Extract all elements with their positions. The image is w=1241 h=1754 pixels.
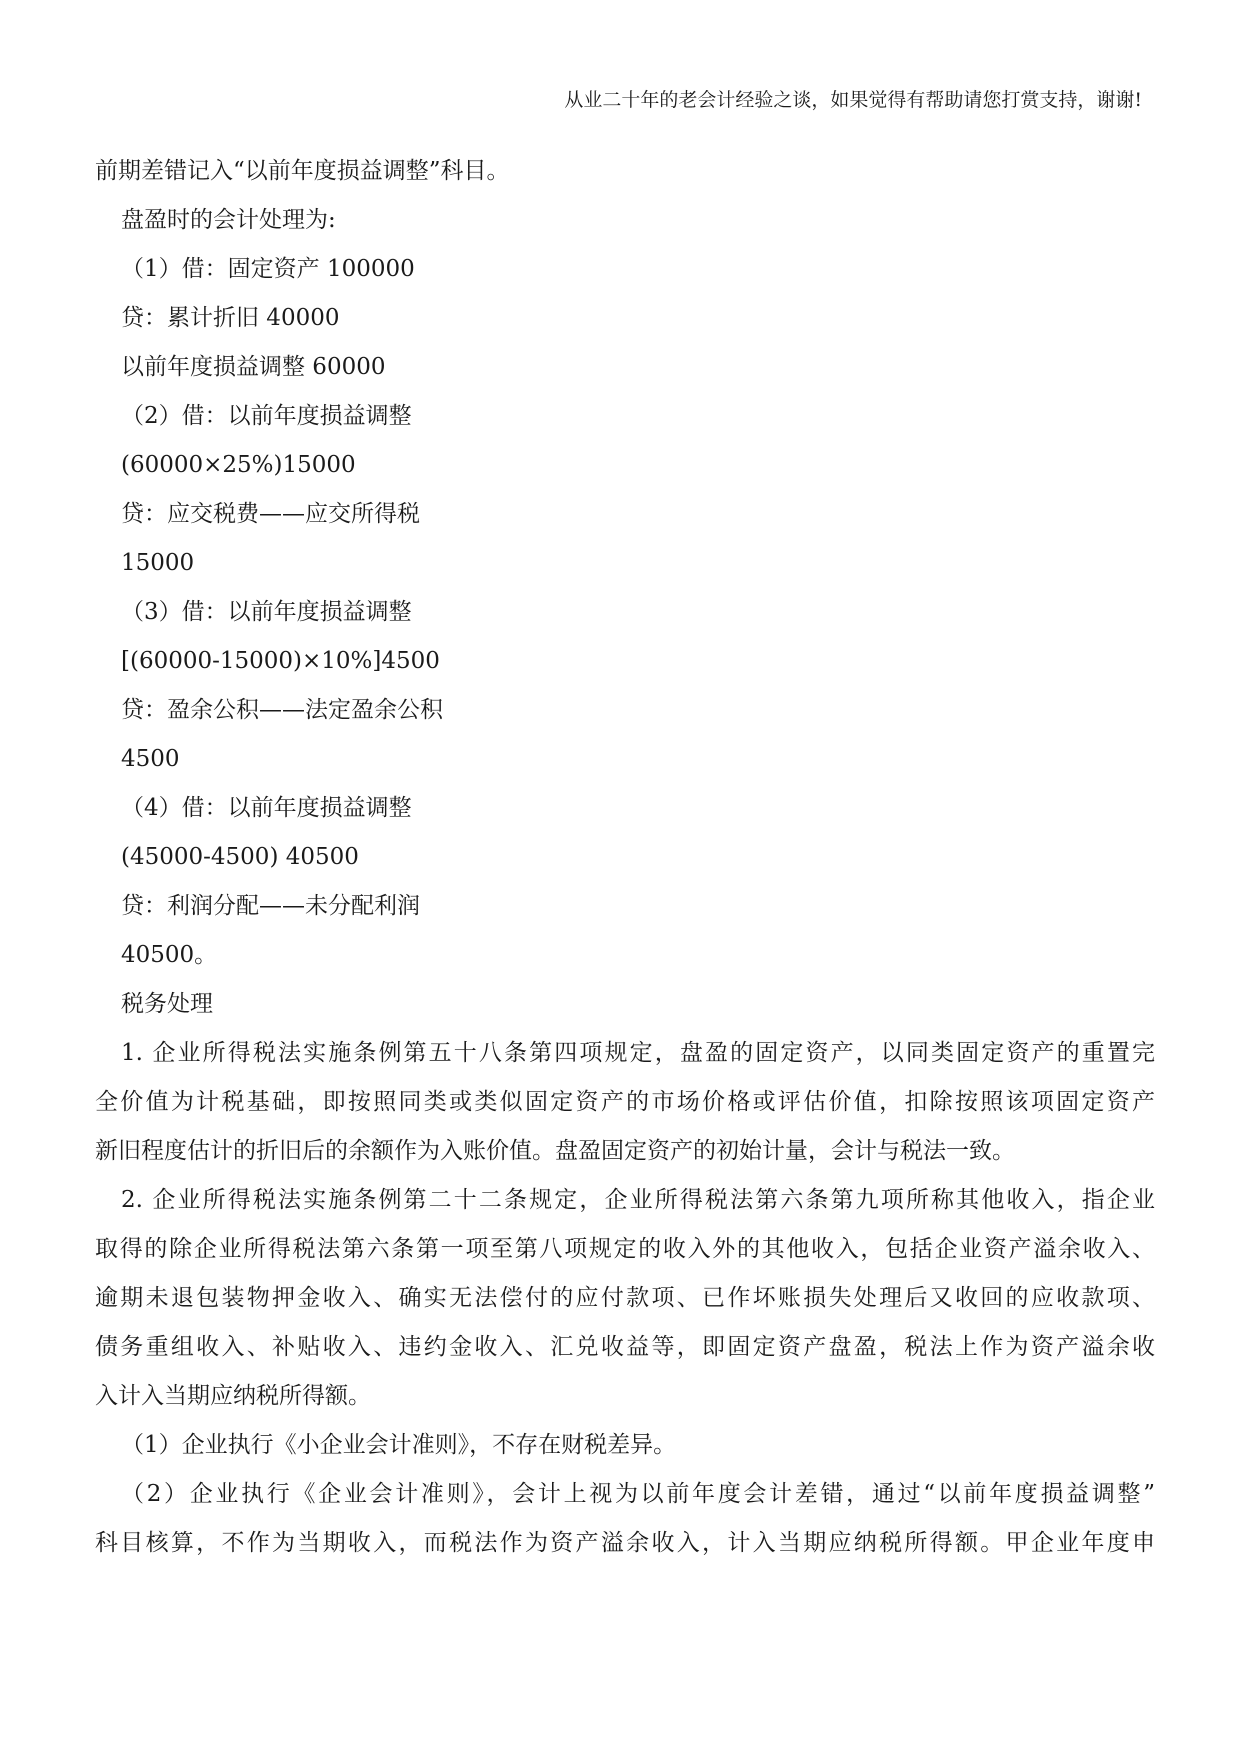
paragraph-line: 科目核算，不作为当期收入，而税法作为资产溢余收入，计入当期应纳税所得额。甲企业年度申	[95, 1530, 1155, 1556]
paragraph-line: 入计入当期应纳税所得额。	[95, 1383, 371, 1409]
paragraph-enterprise-standards	[95, 1470, 1155, 1568]
paragraph-tax-2	[95, 1176, 1155, 1421]
journal-entry-line: 贷：盈余公积——法定盈余公积	[121, 697, 443, 723]
paragraph-line: 全价值为计税基础，即按照同类或类似固定资产的市场价格或评估价值，扣除按照该项固定资产	[95, 1089, 1155, 1115]
paragraph-line: 债务重组收入、补贴收入、违约金收入、汇兑收益等，即固定资产盘盈，税法上作为资产溢余收	[95, 1334, 1155, 1360]
journal-entry-line: 贷：应交税费——应交所得税	[121, 501, 420, 527]
journal-entry-line: 以前年度损益调整 60000	[121, 354, 386, 380]
journal-entry-line: (45000-4500) 40500	[121, 844, 359, 870]
journal-entry-line: 40500。	[121, 942, 218, 968]
header-note: 从业二十年的老会计经验之谈，如果觉得有帮助请您打赏支持，谢谢!	[564, 89, 1142, 111]
paragraph-line: （2）企业执行《企业会计准则》，会计上视为以前年度会计差错，通过“以前年度损益调整”	[121, 1481, 1155, 1507]
paragraph-line: 逾期未退包装物押金收入、确实无法偿付的应付款项、已作坏账损失处理后又收回的应收款项、	[95, 1285, 1155, 1311]
paragraph-line: 取得的除企业所得税法第六条第一项至第八项规定的收入外的其他收入，包括企业资产溢余收入、	[95, 1236, 1155, 1262]
journal-entry-line: （4）借：以前年度损益调整	[121, 795, 412, 821]
journal-entry-line: （3）借：以前年度损益调整	[121, 599, 412, 625]
text-line: 盘盈时的会计处理为:	[121, 207, 336, 233]
paragraph-line: 1. 企业所得税法实施条例第五十八条第四项规定，盘盈的固定资产，以同类固定资产的重置完	[121, 1040, 1155, 1066]
paragraph-line: 2. 企业所得税法实施条例第二十二条规定，企业所得税法第六条第九项所称其他收入，指企业	[121, 1187, 1155, 1213]
paragraph-line: 新旧程度估计的折旧后的余额作为入账价值。盘盈固定资产的初始计量，会计与税法一致。	[95, 1138, 1015, 1164]
journal-entry-line: 贷：累计折旧 40000	[121, 305, 340, 331]
journal-entry-line: （2）借：以前年度损益调整	[121, 403, 412, 429]
journal-entry-line: [(60000-15000)×10%]4500	[121, 648, 440, 674]
journal-entry-line: 贷：利润分配——未分配利润	[121, 893, 420, 919]
section-heading: 税务处理	[121, 991, 213, 1017]
paragraph-tax-1	[95, 1029, 1155, 1176]
document-body	[95, 147, 1155, 1568]
journal-entry-line: 15000	[121, 550, 195, 576]
text-line: 前期差错记入“以前年度损益调整”科目。	[95, 158, 510, 184]
journal-entry-line: (60000×25%)15000	[121, 452, 356, 478]
journal-entry-line: （1）借：固定资产 100000	[121, 256, 415, 282]
journal-entry-line: 4500	[121, 746, 180, 772]
paragraph-small-enterprise: （1）企业执行《小企业会计准则》，不存在财税差异。	[121, 1432, 677, 1458]
